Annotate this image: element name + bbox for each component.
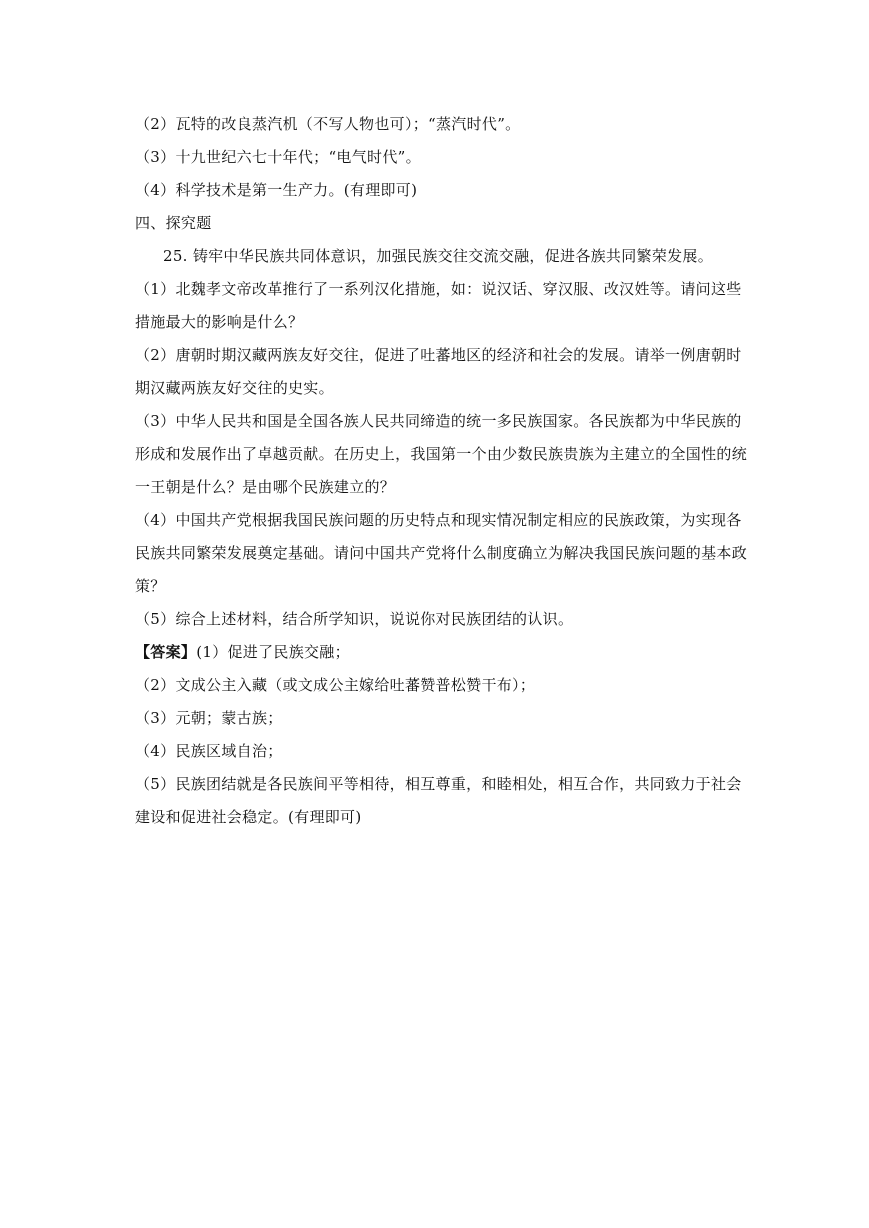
answer-first-text: (1）促进了民族交融； — [196, 643, 350, 661]
prev-answer-3: （3）十九世纪六七十年代；“电气时代”。 — [135, 148, 421, 166]
question-item-3-line-1: （3）中华人民共和国是全国各族人民共同缔造的统一多民族国家。各民族都为中华民族的 — [135, 412, 742, 430]
answer-line-3: （3）元朝；蒙古族； — [135, 709, 283, 727]
answer-line-5: （5）民族团结就是各民族间平等相待，相互尊重，和睦相处，相互合作，共同致力于社会 — [135, 775, 742, 793]
document-content — [135, 108, 748, 834]
question-item-3-line-2: 形成和发展作出了卓越贡献。在历史上，我国第一个由少数民族贵族为主建立的全国性的统 — [135, 445, 748, 463]
question-item-1-line-1: （1）北魏孝文帝改革推行了一系列汉化措施，如：说汉话、穿汉服、改汉姓等。请问这些 — [135, 280, 742, 298]
question-item-3-line-3: 一王朝是什么？是由哪个民族建立的？ — [135, 478, 396, 496]
question-item-4-line-1: （4）中国共产党根据我国民族问题的历史特点和现实情况制定相应的民族政策，为实现各 — [135, 511, 742, 529]
section-heading: 四、探究题 — [135, 214, 212, 232]
answer-line-2: （2）文成公主入藏（或文成公主嫁给吐蕃赞普松赞干布）； — [135, 676, 536, 694]
prev-answer-2: （2）瓦特的改良蒸汽机（不写人物也可）；“蒸汽时代”。 — [135, 115, 521, 133]
answer-line-4: （4）民族区域自治； — [135, 742, 283, 760]
prev-answer-4: （4）科学技术是第一生产力。(有理即可) — [135, 181, 418, 199]
answer-first-line — [135, 636, 735, 669]
answer-label: 【答案】 — [135, 643, 197, 661]
question-item-4-line-3: 策？ — [135, 577, 166, 595]
answer-line-6: 建设和促进社会稳定。(有理即可) — [135, 808, 362, 826]
question-item-4-line-2: 民族共同繁荣发展奠定基础。请问中国共产党将什么制度确立为解决我国民族问题的基本政 — [135, 544, 748, 562]
question-item-2-line-2: 期汉藏两族友好交往的史实。 — [135, 379, 334, 397]
question-stem: 25. 铸牢中华民族共同体意识，加强民族交往交流交融，促进各族共同繁荣发展。 — [163, 247, 714, 265]
question-item-1-line-2: 措施最大的影响是什么？ — [135, 313, 304, 331]
question-item-2-line-1: （2）唐朝时期汉藏两族友好交往，促进了吐蕃地区的经济和社会的发展。请举一例唐朝时 — [135, 346, 742, 364]
question-item-5-line-1: （5）综合上述材料，结合所学知识，说说你对民族团结的认识。 — [135, 610, 574, 628]
